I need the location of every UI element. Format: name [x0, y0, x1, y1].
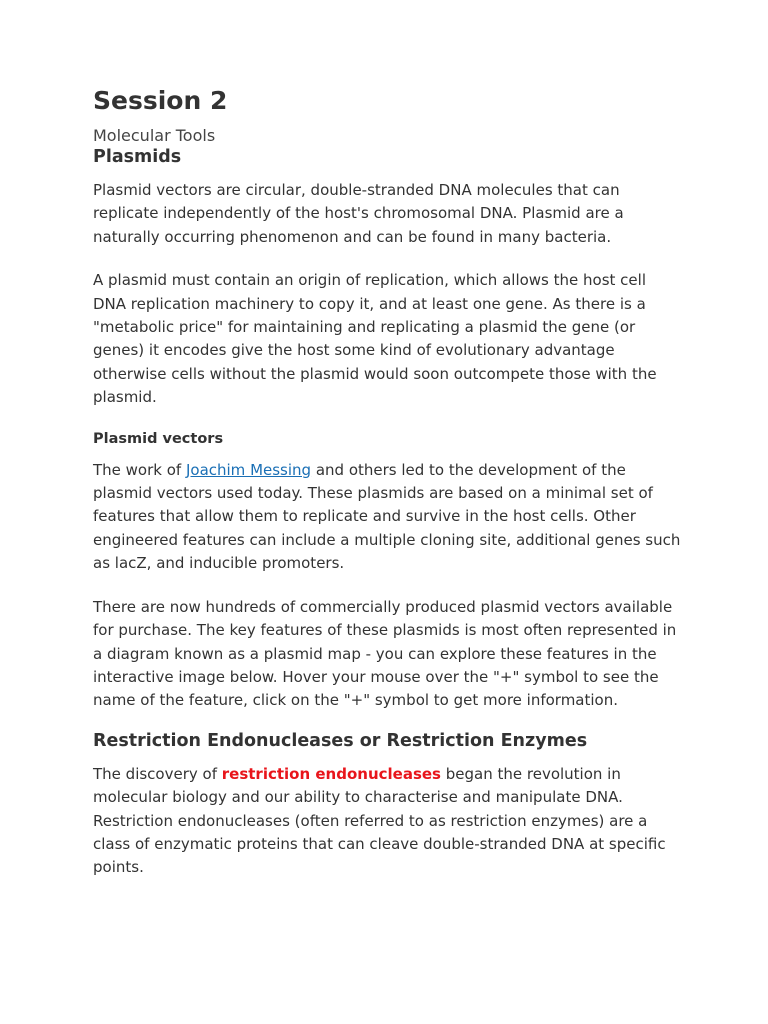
text-span: The work of: [93, 460, 186, 479]
page-title: Session 2: [93, 86, 228, 115]
plasmid-vectors-paragraph-2: There are now hundreds of commercially produced plasmid vectors available for purchase. The key features of these plasmids is most often represented in a diagram known as a plasmid map - you can explore these features in the interactive image below. Hover your mouse over the "+" symbol to see the name of the feature, click on the "+" symbol to get more information.: [93, 597, 677, 710]
plasmids-paragraph-2: A plasmid must contain an origin of replication, which allows the host cell DNA replication machinery to copy it, and at least one gene. As there is a "metabolic price" for maintaining and replicating a plasmid the gene (or genes) it encodes give the host some kind of evolutionary advantage otherwise cells without the plasmid would soon outcompete those with the plasmid.: [93, 271, 657, 407]
restriction-paragraph-1: [93, 763, 683, 880]
restriction-enzymes-heading: Restriction Endonucleases or Restriction Enzymes: [93, 730, 588, 751]
text-span: began the revolution in molecular biology and our ability to characterise and manipulate DNA. Restriction endonucleases (often referred to as restriction enzymes) are a class of enzymatic proteins that can cleave double-stranded DNA at specific points.: [93, 764, 666, 877]
joachim-messing-link[interactable]: Joachim Messing: [185, 460, 312, 479]
page-subtitle: Molecular Tools: [93, 126, 216, 145]
restriction-endonucleases-highlight: restriction endonucleases: [221, 764, 441, 783]
text-span: The discovery of: [93, 764, 222, 783]
plasmid-vectors-paragraph-1: [93, 459, 683, 576]
text-span: and others led to the development of the plasmid vectors used today. These plasmids are based on a minimal set of features that allow them to replicate and survive in the host cells. Other engineered features can include a multiple cloning site, additional genes such as lacZ, and inducible promoters.: [93, 460, 681, 573]
document-page: [93, 83, 683, 880]
plasmids-heading: Plasmids: [93, 147, 182, 167]
plasmids-paragraph-1: Plasmid vectors are circular, double-stranded DNA molecules that can replicate independently of the host's chromosomal DNA. Plasmid are a naturally occurring phenomenon and can be found in many bacteria.: [93, 181, 624, 246]
plasmid-vectors-heading: Plasmid vectors: [93, 430, 224, 447]
